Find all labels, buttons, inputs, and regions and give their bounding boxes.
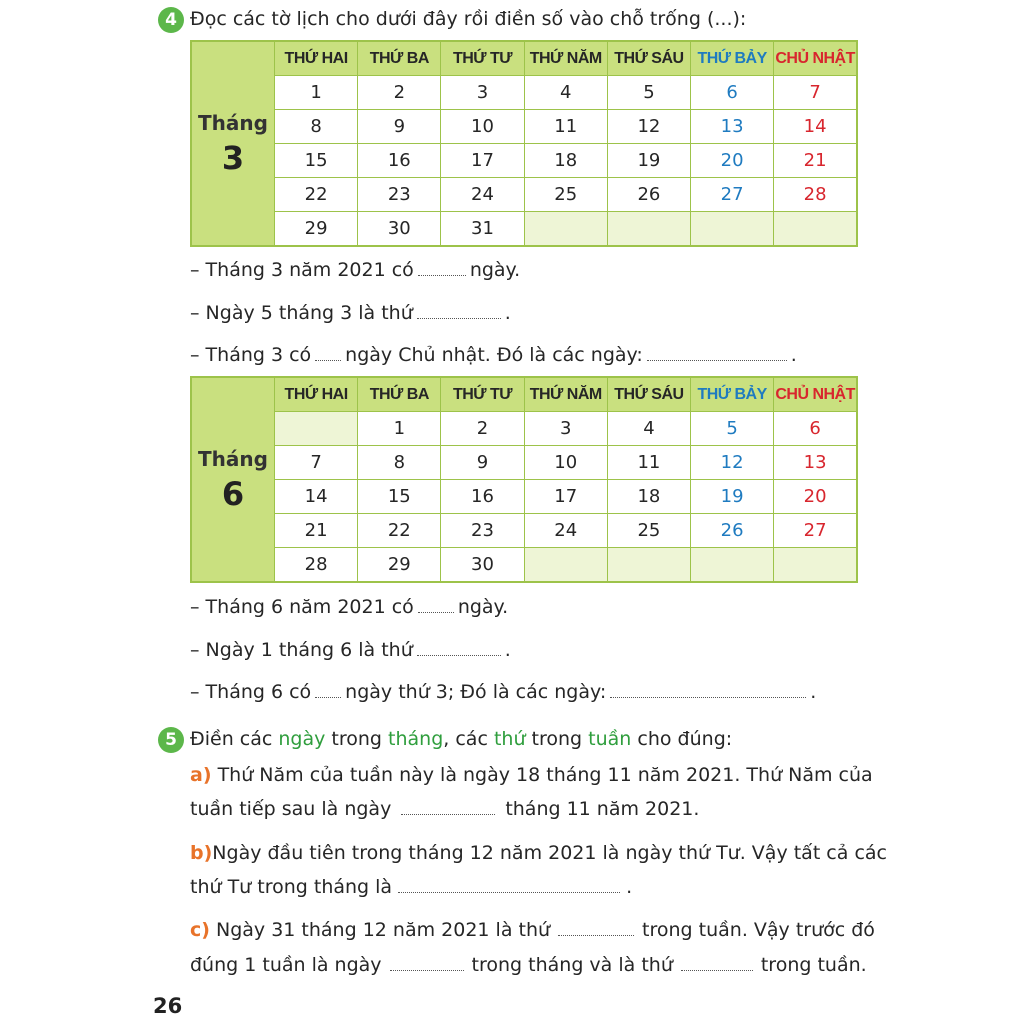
answer-blank[interactable] <box>558 933 634 936</box>
weekday-header: THỨ HAI <box>275 41 358 76</box>
question-text: tháng 11 năm 2021. <box>505 798 700 820</box>
calendar-empty-cell <box>691 548 774 583</box>
answer-blank[interactable] <box>417 316 501 319</box>
calendar-day-cell: 21 <box>774 144 857 178</box>
month-number: 3 <box>221 138 245 177</box>
calendar-day-cell: 7 <box>275 446 358 480</box>
calendar-day-cell: 13 <box>691 110 774 144</box>
answer-blank[interactable] <box>315 358 341 361</box>
calendar-day-cell: 26 <box>691 514 774 548</box>
calendar-day-cell: 12 <box>607 110 690 144</box>
calendar-day-cell: 7 <box>774 76 857 110</box>
calendar-day-cell: 13 <box>774 446 857 480</box>
calendar-empty-cell <box>275 412 358 446</box>
answer-blank[interactable] <box>315 695 341 698</box>
question-a-line1 <box>190 764 873 786</box>
calendar-day-cell: 19 <box>691 480 774 514</box>
answer-blank[interactable] <box>417 653 501 656</box>
calendar-day-cell: 24 <box>441 178 524 212</box>
question-text: – Tháng 6 năm 2021 có <box>190 596 414 618</box>
page-number: 26 <box>153 994 183 1018</box>
answer-blank[interactable] <box>418 273 466 276</box>
exercise-5-instruction <box>190 728 732 750</box>
calendar-day-cell: 31 <box>441 212 524 247</box>
calendar-day-cell: 9 <box>358 110 441 144</box>
question-text: trong tháng và là thứ <box>471 954 673 976</box>
calendar-march <box>190 40 858 247</box>
calendar-day-cell: 17 <box>524 480 607 514</box>
calendar-day-cell: 4 <box>607 412 690 446</box>
calendar-day-cell: 25 <box>607 514 690 548</box>
question-march-sundays <box>190 344 797 366</box>
question-text: Ngày đầu tiên trong tháng 12 năm 2021 là ngày thứ Tư. Vậy tất cả các <box>212 842 887 864</box>
question-label-c: c) <box>190 919 210 941</box>
question-c-line2 <box>190 954 867 976</box>
calendar-day-cell: 16 <box>441 480 524 514</box>
calendar-day-cell: 21 <box>275 514 358 548</box>
calendar-day-cell: 29 <box>275 212 358 247</box>
question-text: . <box>504 639 511 661</box>
calendar-week-row <box>191 412 857 446</box>
weekday-header: THỨ BA <box>358 377 441 412</box>
question-b-line1 <box>190 842 887 864</box>
keyword-ngay: ngày <box>278 728 326 750</box>
question-label-a: a) <box>190 764 212 786</box>
question-text: ngày. <box>469 259 521 281</box>
instruction-text: trong <box>331 728 382 750</box>
calendar-day-cell: 19 <box>607 144 690 178</box>
answer-blank[interactable] <box>610 695 806 698</box>
calendar-day-cell: 15 <box>358 480 441 514</box>
weekday-header: THỨ HAI <box>275 377 358 412</box>
calendar-day-cell: 30 <box>441 548 524 583</box>
calendar-day-cell: 23 <box>358 178 441 212</box>
calendar-week-row <box>191 76 857 110</box>
weekday-header: THỨ SÁU <box>607 377 690 412</box>
calendar-day-cell: 5 <box>691 412 774 446</box>
question-june-days <box>190 596 508 618</box>
weekday-header: THỨ TƯ <box>441 41 524 76</box>
calendar-day-cell: 10 <box>441 110 524 144</box>
calendar-day-cell: 22 <box>275 178 358 212</box>
calendar-june <box>190 376 858 583</box>
answer-blank[interactable] <box>681 968 753 971</box>
weekday-header: THỨ NĂM <box>524 41 607 76</box>
instruction-text: trong <box>531 728 583 750</box>
weekday-header: CHỦ NHẬT <box>774 41 857 76</box>
calendar-day-cell: 20 <box>774 480 857 514</box>
question-text: ngày thứ 3; Đó là các ngày: <box>345 681 607 703</box>
question-text: . <box>790 344 797 366</box>
calendar-empty-cell <box>774 548 857 583</box>
calendar-day-cell: 18 <box>607 480 690 514</box>
weekday-header: THỨ BA <box>358 41 441 76</box>
calendar-empty-cell <box>607 212 690 247</box>
question-text: . <box>504 302 511 324</box>
calendar-day-cell: 27 <box>691 178 774 212</box>
calendar-day-cell: 24 <box>524 514 607 548</box>
calendar-day-cell: 6 <box>691 76 774 110</box>
calendar-week-row <box>191 144 857 178</box>
calendar-day-cell: 22 <box>358 514 441 548</box>
calendar-day-cell: 9 <box>441 446 524 480</box>
instruction-text: Điền các <box>190 728 273 750</box>
question-march-weekday <box>190 302 511 324</box>
calendar-empty-cell <box>524 212 607 247</box>
question-text: trong tuần. Vậy trước đó <box>642 919 875 941</box>
calendar-day-cell: 1 <box>275 76 358 110</box>
calendar-empty-cell <box>774 212 857 247</box>
calendar-day-cell: 8 <box>275 110 358 144</box>
calendar-day-cell: 16 <box>358 144 441 178</box>
question-text: – Ngày 5 tháng 3 là thứ <box>190 302 413 324</box>
calendar-day-cell: 27 <box>774 514 857 548</box>
keyword-tuan: tuần <box>588 728 632 750</box>
calendar-day-cell: 28 <box>275 548 358 583</box>
question-text: Ngày 31 tháng 12 năm 2021 là thứ <box>216 919 551 941</box>
question-text: thứ Tư trong tháng là <box>190 876 393 898</box>
calendar-day-cell: 6 <box>774 412 857 446</box>
question-text: – Tháng 3 có <box>190 344 312 366</box>
calendar-day-cell: 28 <box>774 178 857 212</box>
answer-blank[interactable] <box>418 610 454 613</box>
question-text: tuần tiếp sau là ngày <box>190 798 392 820</box>
calendar-week-row <box>191 548 857 583</box>
question-june-tuesdays <box>190 681 816 703</box>
keyword-thang: tháng <box>388 728 444 750</box>
month-word: Tháng <box>198 110 268 135</box>
month-label <box>191 377 275 582</box>
calendar-day-cell: 2 <box>358 76 441 110</box>
question-text: . <box>626 876 633 898</box>
calendar-empty-cell <box>691 212 774 247</box>
calendar-empty-cell <box>524 548 607 583</box>
weekday-header: THỨ SÁU <box>607 41 690 76</box>
exercise-5-badge: 5 <box>158 727 184 753</box>
calendar-day-cell: 29 <box>358 548 441 583</box>
question-a-line2 <box>190 798 699 820</box>
calendar-day-cell: 3 <box>441 76 524 110</box>
weekday-header: THỨ BẢY <box>691 377 774 412</box>
question-text: ngày. <box>457 596 509 618</box>
calendar-week-row <box>191 110 857 144</box>
question-text: Thứ Năm của tuần này là ngày 18 tháng 11 năm 2021. Thứ Năm của <box>217 764 873 786</box>
calendar-day-cell: 23 <box>441 514 524 548</box>
calendar-day-cell: 26 <box>607 178 690 212</box>
calendar-day-cell: 2 <box>441 412 524 446</box>
month-number: 6 <box>221 474 245 513</box>
question-c-line1 <box>190 919 875 941</box>
calendar-day-cell: 30 <box>358 212 441 247</box>
calendar-day-cell: 25 <box>524 178 607 212</box>
calendar-day-cell: 15 <box>275 144 358 178</box>
instruction-text: cho đúng: <box>637 728 733 750</box>
month-word: Tháng <box>198 446 268 471</box>
question-text: ngày Chủ nhật. Đó là các ngày: <box>345 344 643 366</box>
weekday-header: THỨ TƯ <box>441 377 524 412</box>
month-label <box>191 41 275 246</box>
calendar-day-cell: 12 <box>691 446 774 480</box>
question-text: – Tháng 3 năm 2021 có <box>190 259 414 281</box>
weekday-header: CHỦ NHẬT <box>774 377 857 412</box>
question-text: . <box>810 681 817 703</box>
exercise-4-badge: 4 <box>158 7 184 33</box>
instruction-text: , các <box>443 728 488 750</box>
weekday-header: THỨ NĂM <box>524 377 607 412</box>
calendar-day-cell: 8 <box>358 446 441 480</box>
calendar-day-cell: 18 <box>524 144 607 178</box>
question-june-weekday <box>190 639 511 661</box>
calendar-day-cell: 17 <box>441 144 524 178</box>
calendar-week-row <box>191 446 857 480</box>
calendar-day-cell: 14 <box>774 110 857 144</box>
calendar-week-row <box>191 514 857 548</box>
question-text: – Ngày 1 tháng 6 là thứ <box>190 639 413 661</box>
keyword-thu: thứ <box>493 728 526 750</box>
calendar-day-cell: 1 <box>358 412 441 446</box>
question-march-days <box>190 259 520 281</box>
calendar-week-row <box>191 480 857 514</box>
question-text: đúng 1 tuần là ngày <box>190 954 382 976</box>
calendar-day-cell: 5 <box>607 76 690 110</box>
weekday-header: THỨ BẢY <box>691 41 774 76</box>
calendar-day-cell: 10 <box>524 446 607 480</box>
question-text: – Tháng 6 có <box>190 681 312 703</box>
calendar-empty-cell <box>607 548 690 583</box>
calendar-day-cell: 3 <box>524 412 607 446</box>
exercise-4-instruction: Đọc các tờ lịch cho dưới đây rồi điền số vào chỗ trống (...): <box>190 8 747 30</box>
calendar-day-cell: 4 <box>524 76 607 110</box>
question-label-b: b) <box>190 842 213 864</box>
calendar-day-cell: 14 <box>275 480 358 514</box>
answer-blank[interactable] <box>401 812 495 815</box>
question-text: trong tuần. <box>760 954 867 976</box>
calendar-day-cell: 20 <box>691 144 774 178</box>
question-b-line2 <box>190 876 632 898</box>
calendar-week-row <box>191 178 857 212</box>
calendar-day-cell: 11 <box>524 110 607 144</box>
calendar-day-cell: 11 <box>607 446 690 480</box>
answer-blank[interactable] <box>647 358 787 361</box>
answer-blank[interactable] <box>398 890 620 893</box>
answer-blank[interactable] <box>390 968 464 971</box>
calendar-week-row <box>191 212 857 247</box>
